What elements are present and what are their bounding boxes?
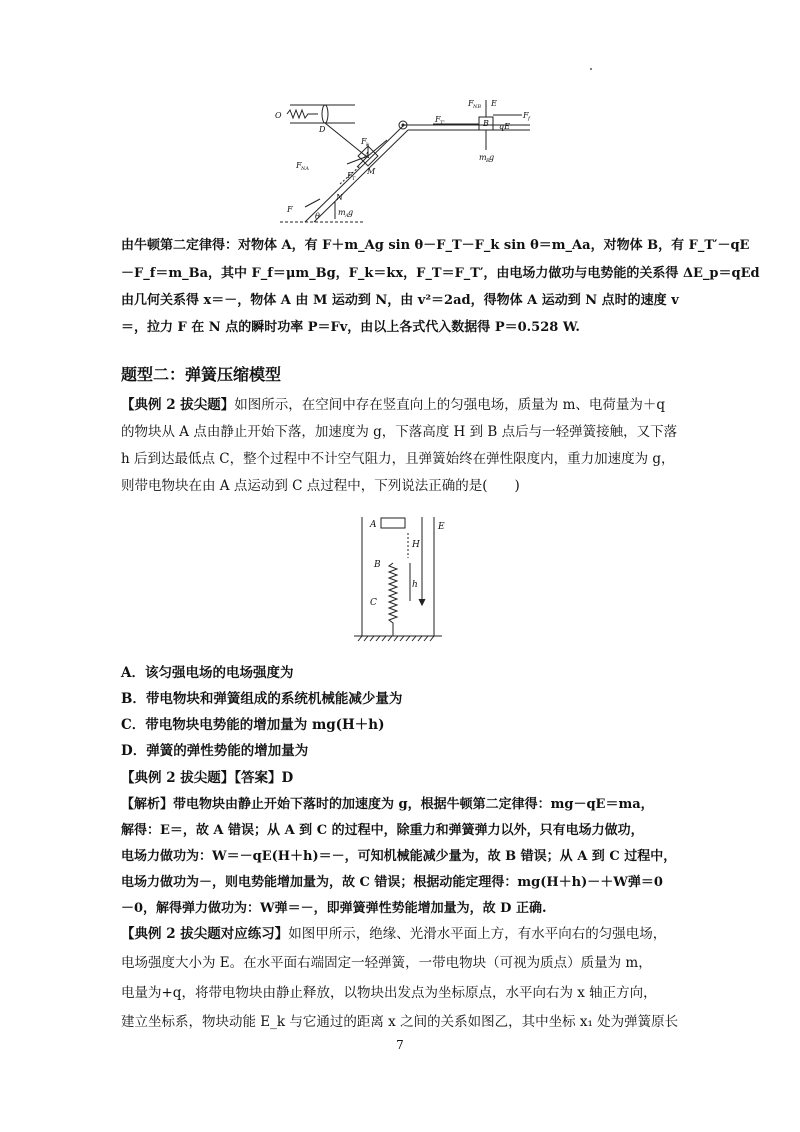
practice-line-1 xyxy=(121,921,681,948)
svg-text:F: F xyxy=(435,115,441,124)
analysis-line-3: 电场力做功为：W＝－qE(H＋h)＝－，可知机械能减少量为，故 B 错误；从 A 到 C 过程中， xyxy=(121,849,677,864)
svg-text:g: g xyxy=(489,153,495,162)
analysis-line-1: 【解析】带电物块由静止开始下落时的加速度为 g，根据牛顿第二定律得：mg－qE＝ma， xyxy=(121,797,654,812)
section-title: 题型二：弹簧压缩模型 xyxy=(121,365,282,384)
svg-text:B: B xyxy=(486,158,490,164)
svg-text:f: f xyxy=(528,116,530,122)
svg-text:T': T' xyxy=(440,120,445,126)
svg-text:F: F xyxy=(287,205,293,214)
example-2-tag: 【典例 2 拔尖题】 xyxy=(121,397,235,413)
svg-text:D: D xyxy=(319,125,326,134)
svg-text:O: O xyxy=(275,111,282,120)
svg-text:M: M xyxy=(367,167,376,176)
svg-text:NB: NB xyxy=(473,104,482,110)
figure-spring-field xyxy=(352,513,454,645)
figure-incline-pulley xyxy=(265,92,540,230)
svg-text:B: B xyxy=(374,560,381,570)
svg-text:m: m xyxy=(479,153,487,162)
svg-text:N: N xyxy=(336,193,343,202)
solution-line-1: 由牛顿第二定律得：对物体 A，有 F＋m_Ag sin θ－F_T－F_k sin θ＝m_Aa，对物体 B，有 F_T′－qE xyxy=(121,238,750,253)
svg-text:E: E xyxy=(438,522,445,532)
option-b: B．带电物块和弹簧组成的系统机械能减少量为 xyxy=(121,691,403,707)
svg-text:F: F xyxy=(361,137,367,146)
svg-text:A: A xyxy=(345,213,349,219)
practice-text-1: 如图甲所示，绝缘、光滑水平面上方，有水平向右的匀强电场， xyxy=(288,926,667,942)
svg-text:A: A xyxy=(370,520,377,530)
speck xyxy=(590,68,592,70)
solution-line-4: ＝，拉力 F 在 N 点的瞬时功率 P＝Fv，由以上各式代入数据得 P＝0.528 W. xyxy=(121,320,580,335)
analysis-line-4: 电场力做功为－，则电势能增加量为，故 C 错误；根据动能定理得：mg(H＋h)－＋W弹＝0 xyxy=(121,875,663,890)
practice-line-2: 电场强度大小为 E。在水平面右端固定一轻弹簧，一带电物块（可视为质点）质量为 m， xyxy=(121,955,652,971)
svg-text:F: F xyxy=(523,111,529,120)
svg-text:F: F xyxy=(468,99,474,108)
solution-line-3: 由几何关系得 x＝－，物体 A 由 M 运动到 N，由 v²＝2ad，得物体 A 运动到 N 点时的速度 v xyxy=(121,293,679,308)
svg-text:qE: qE xyxy=(499,122,510,131)
practice-tag: 【典例 2 拔尖题对应练习】 xyxy=(121,926,289,942)
svg-text:m: m xyxy=(338,208,346,217)
svg-text:H: H xyxy=(412,540,420,550)
page-number: 7 xyxy=(396,1038,404,1052)
answer-line: 【典例 2 拔尖题】【答案】D xyxy=(121,770,294,786)
svg-text:C: C xyxy=(370,598,377,608)
svg-text:A: A xyxy=(364,151,370,160)
svg-text:T: T xyxy=(352,176,356,182)
analysis-line-2: 解得：E＝，故 A 错误；从 A 到 C 的过程中，除重力和弹簧弹力以外，只有电场力做功， xyxy=(121,823,644,838)
svg-text:F: F xyxy=(296,161,302,170)
svg-text:NA: NA xyxy=(301,166,309,172)
solution-line-2: －F_f＝m_Ba，其中 F_f＝μm_Bg，F_k＝kx，F_T＝F_T′，由电场力做功与电势能的关系得 ΔE_p＝qEd xyxy=(121,266,760,281)
example-2-question xyxy=(121,392,681,500)
analysis-line-5: －0，解得弹力做功为：W弹＝－，即弹簧弹性势能增加量为，故 D 正确. xyxy=(121,901,547,916)
svg-text:F: F xyxy=(347,171,353,180)
example-2-text: 如图所示，在空间中存在竖直向上的匀强电场，质量为 m、电荷量为＋q 的物块从 A 点由静止开始下落，加速度为 g，下落高度 H 到 B 点后与一轻弹簧接触，又下落 h 后到达最低点 C，整个过程中不计空气阻力，且弹簧始终在弹性限度内，重力加速度为 g，则带电物块在由 A 点运动到 C 点过程中，下列说法正确的是( ) xyxy=(121,397,678,494)
svg-text:h: h xyxy=(412,580,418,590)
svg-text:B: B xyxy=(483,119,489,128)
svg-text:g: g xyxy=(348,208,354,217)
option-c: C．带电物块电势能的增加量为 mg(H＋h) xyxy=(121,717,385,733)
option-a: A．该匀强电场的电场强度为 xyxy=(121,665,294,681)
practice-line-4: 建立坐标系，物块动能 E_k 与它通过的距离 x 之间的关系如图乙，其中坐标 x₁ 处为弹簧原长 xyxy=(121,1014,679,1030)
svg-text:θ: θ xyxy=(315,212,320,221)
svg-text:E: E xyxy=(491,99,497,108)
svg-text:k: k xyxy=(366,142,370,148)
option-d: D．弹簧的弹性势能的增加量为 xyxy=(121,743,309,759)
practice-line-3: 电量为+q，将带电物块由静止释放，以物块出发点为坐标原点，水平向右为 x 轴正方向， xyxy=(121,985,657,1001)
